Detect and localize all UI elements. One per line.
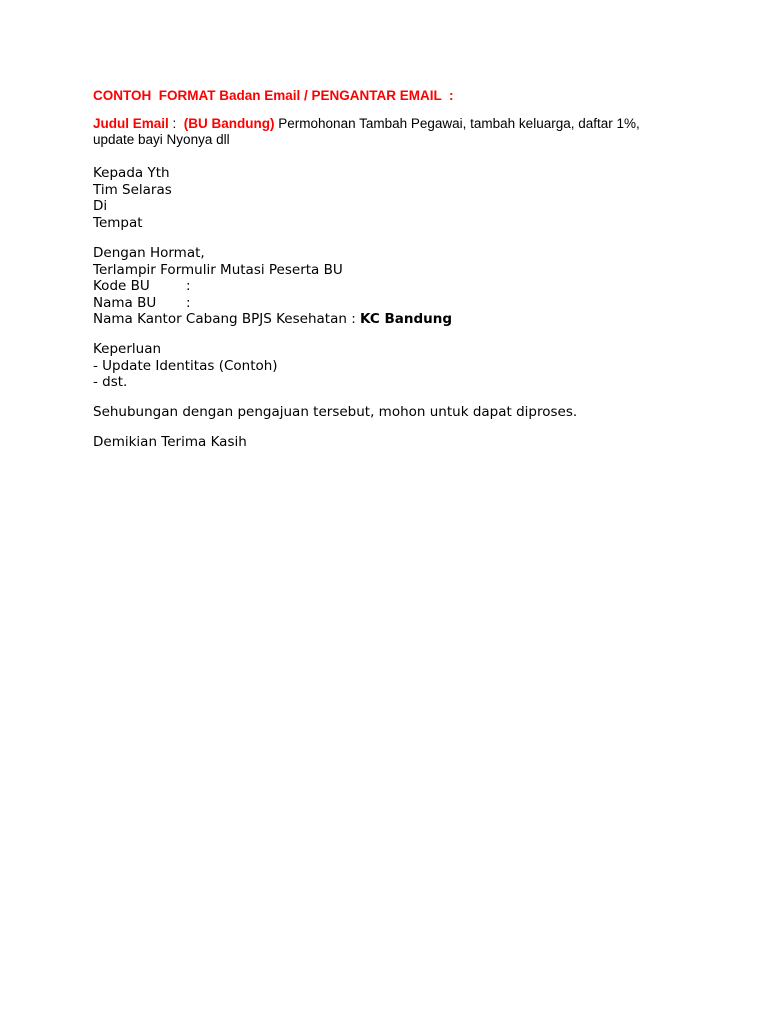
kantor-cabang-value: KC Bandung	[360, 311, 453, 328]
closing-text: Demikian Terima Kasih	[93, 434, 247, 450]
subject-separator: :	[168, 116, 184, 131]
nama-bu-label: Nama BU	[93, 294, 157, 311]
intro-text: Terlampir Formulir Mutasi Peserta BU	[93, 261, 343, 278]
kode-bu-separator: :	[186, 278, 191, 295]
kantor-cabang-row	[93, 311, 452, 328]
kantor-cabang-label: Nama Kantor Cabang BPJS Kesehatan :	[93, 311, 361, 328]
address-block	[93, 165, 172, 231]
nama-bu-row	[93, 295, 452, 312]
address-line: Kepada Yth	[93, 165, 170, 181]
nama-bu-separator: :	[186, 294, 191, 311]
purpose-item: - dst.	[93, 374, 128, 391]
address-line: Tempat	[93, 214, 143, 231]
address-line: Tim Selaras	[93, 181, 172, 198]
purpose-heading: Keperluan	[93, 341, 162, 357]
greeting-block	[93, 245, 452, 328]
subject-text: Permohonan Tambah Pegawai, tambah keluarga, daftar 1%, update bayi Nyonya dll	[93, 116, 640, 147]
kode-bu-row	[93, 278, 452, 295]
document-title: CONTOH FORMAT Badan Email / PENGANTAR EMAIL :	[93, 88, 454, 103]
kode-bu-label: Kode BU	[93, 278, 150, 295]
subject-bu: (BU Bandung)	[183, 116, 275, 131]
salutation: Dengan Hormat,	[93, 245, 205, 261]
purpose-item: - Update Identitas (Contoh)	[93, 357, 278, 374]
request-text: Sehubungan dengan pengajuan tersebut, mohon untuk dapat diproses.	[93, 404, 578, 420]
purpose-block	[93, 341, 278, 391]
email-subject	[93, 116, 683, 148]
subject-label: Judul Email	[93, 116, 169, 131]
address-line: Di	[93, 198, 108, 215]
